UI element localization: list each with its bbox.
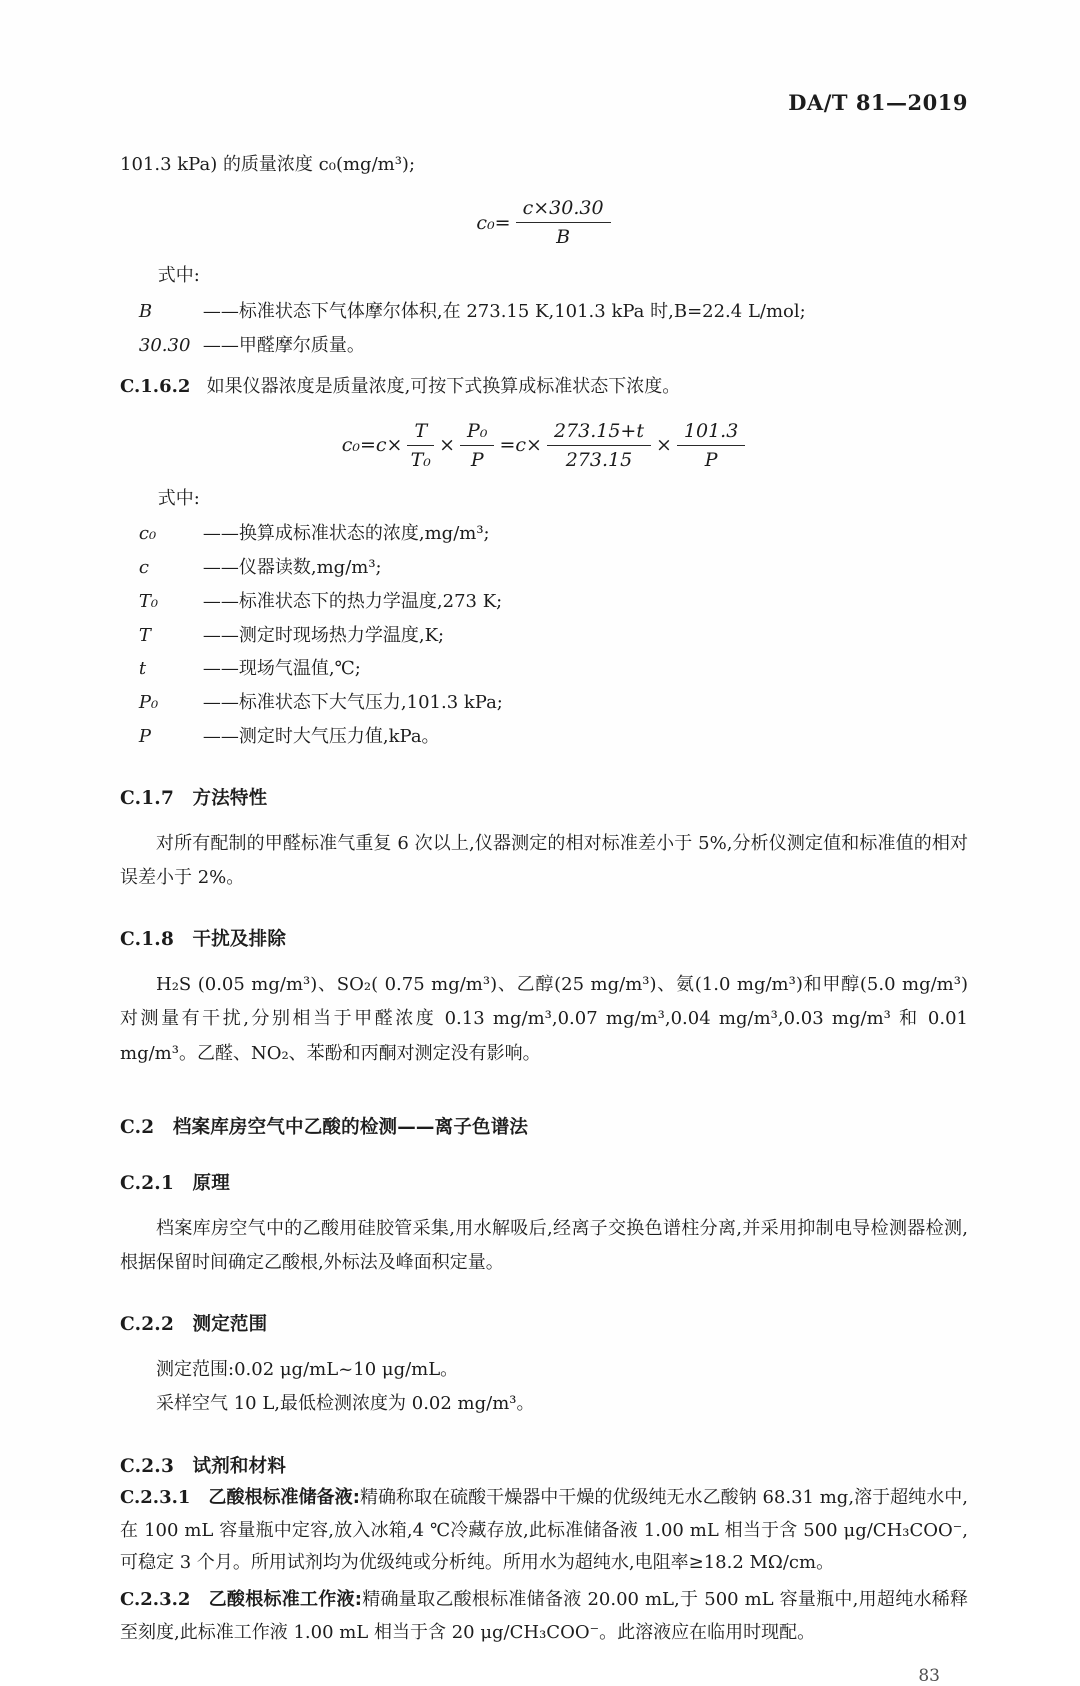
formula-standard-concentration [120, 197, 968, 248]
symbol-definition-row [120, 652, 968, 686]
page-number: 83 [918, 1666, 940, 1686]
symbol-description: ——甲醛摩尔质量。 [202, 334, 365, 356]
clause-title: 方法特性 [192, 787, 268, 809]
symbol-definition-row [120, 551, 968, 585]
fraction: $\frac{101.3}{P}$ [677, 420, 745, 471]
symbol-description: ——测定时大气压力值,kPa。 [202, 726, 440, 748]
clause-number: C.2.3.1 [120, 1486, 191, 1508]
heading-c22 [120, 1310, 968, 1336]
formula-text: c₀= [476, 211, 511, 234]
formula-text: × [439, 434, 456, 457]
clause-c231 [120, 1482, 968, 1581]
symbol-term: B [138, 300, 153, 322]
symbol-term: c₀ [138, 523, 157, 545]
clause-c232 [120, 1584, 968, 1650]
standard-code-header: DA/T 81—2019 [788, 90, 968, 115]
clause-c162 [120, 370, 968, 403]
paragraph-c17: 对所有配制的甲醛标准气重复 6 次以上,仪器测定的相对标准差小于 5%,分析仪测定值和标准值的相对误差小于 2%。 [120, 832, 968, 889]
clause-text: 精确量取乙酸根标准储备液 20.00 mL,于 500 mL 容量瓶中,用超纯水稀释至刻度,此标准工作液 1.00 mL 相当于含 20 μg/CH₃COO⁻。此溶液应在临用时现配。 [120, 1589, 968, 1644]
clause-title: 档案库房空气中乙酸的检测——离子色谱法 [172, 1116, 529, 1138]
symbol-definition-row [120, 686, 968, 720]
heading-c17 [120, 784, 968, 810]
paragraph-c21: 档案库房空气中的乙酸用硅胶管采集,用水解吸后,经离子交换色谱柱分离,并采用抑制电导检测器检测,根据保留时间确定乙酸根,外标法及峰面积定量。 [120, 1217, 968, 1274]
formula-text: =c× [499, 434, 542, 457]
symbol-description: ——现场气温值,℃; [202, 658, 361, 680]
paragraph-c22-detection-limit: 采样空气 10 L,最低检测浓度为 0.02 mg/m³。 [156, 1393, 535, 1415]
symbol-term: P [138, 726, 152, 748]
symbol-definition-row [120, 619, 968, 653]
symbol-definition-row [120, 517, 968, 551]
fraction: $\frac{T}{\text{T₀}}$ [407, 420, 434, 471]
clause-title: 原理 [192, 1172, 230, 1194]
clause-run-in-title: 乙酸根标准储备液: [208, 1486, 360, 1508]
clause-title: 干扰及排除 [192, 929, 287, 951]
symbol-description: ——换算成标准状态的浓度,mg/m³; [202, 523, 490, 545]
clause-number: C.1.6.2 [120, 376, 191, 398]
symbol-description: ——仪器读数,mg/m³; [202, 556, 382, 578]
symbol-description: ——标准状态下气体摩尔体积,在 273.15 K,101.3 kPa 时,B=22.4 L/mol; [202, 300, 806, 322]
formula-temperature-pressure-conversion [120, 420, 968, 471]
symbol-definition-row [120, 329, 968, 363]
symbol-term: T [138, 624, 151, 646]
clause-title: 测定范围 [192, 1314, 268, 1336]
clause-number: C.1.8 [120, 929, 175, 951]
heading-c2 [120, 1113, 968, 1139]
heading-c21 [120, 1169, 968, 1195]
fraction: $\frac{\text{P₀}}{P}$ [460, 420, 494, 471]
where-label-2: 式中: [157, 487, 200, 509]
symbol-term: T₀ [138, 590, 159, 612]
where-label-1: 式中: [157, 265, 200, 287]
symbol-description: ——标准状态下的热力学温度,273 K; [202, 590, 503, 612]
clause-number: C.2.1 [120, 1172, 175, 1194]
symbol-term: t [138, 658, 147, 680]
formula-text: c₀=c× [341, 434, 403, 457]
heading-c18 [120, 925, 968, 951]
formula-text: × [655, 434, 672, 457]
symbol-term: 30.30 [138, 334, 191, 356]
continuation-line: 101.3 kPa) 的质量浓度 c₀(mg/m³); [120, 154, 416, 175]
symbol-definition-row [120, 720, 968, 754]
clause-number: C.2 [120, 1116, 155, 1138]
clause-number: C.2.3 [120, 1455, 175, 1477]
symbol-definition-row [120, 295, 968, 329]
clause-title: 试剂和材料 [192, 1455, 287, 1477]
paragraph-c22-range: 测定范围:0.02 μg/mL~10 μg/mL。 [156, 1359, 459, 1381]
paragraph-c18: H₂S (0.05 mg/m³)、SO₂( 0.75 mg/m³)、乙醇(25 mg/m³)、氨(1.0 mg/m³)和甲醇(5.0 mg/m³)对测量有干扰,分别相当于甲醛浓度 0.13 mg/m³,0.07 mg/m³,0.04 mg/m³,0.03 mg/m³ 和 0.01 mg/m³。乙醛、NO₂、苯酚和丙酮对测定没有影响。 [120, 974, 968, 1064]
clause-text: 精确称取在硫酸干燥器中干燥的优级纯无水乙酸钠 68.31 mg,溶于超纯水中,在 100 mL 容量瓶中定容,放入冰箱,4 ℃冷藏存放,此标准储备液 1.00 mL 相当于含 500 μg/CH₃COO⁻,可稳定 3 个月。所用试剂均为优级纯或分析纯。所用水为超纯水,电阻率≥18.2 MΩ/cm。 [120, 1486, 968, 1574]
fraction: $\frac{c\times 30.30}{B}$ [516, 197, 611, 248]
heading-c23 [120, 1452, 968, 1478]
clause-run-in-title: 乙酸根标准工作液: [208, 1589, 362, 1611]
clause-number: C.1.7 [120, 787, 175, 809]
symbol-description: ——测定时现场热力学温度,K; [202, 624, 445, 646]
clause-number: C.2.2 [120, 1314, 175, 1336]
symbol-description: ——标准状态下大气压力,101.3 kPa; [202, 692, 503, 714]
symbol-term: c [138, 556, 149, 578]
clause-number: C.2.3.2 [120, 1589, 191, 1611]
clause-text: 如果仪器浓度是质量浓度,可按下式换算成标准状态下浓度。 [206, 376, 681, 398]
symbol-term: P₀ [138, 692, 159, 714]
fraction: $\frac{273.15+t}{273.15}$ [547, 420, 651, 471]
symbol-definition-row [120, 585, 968, 619]
